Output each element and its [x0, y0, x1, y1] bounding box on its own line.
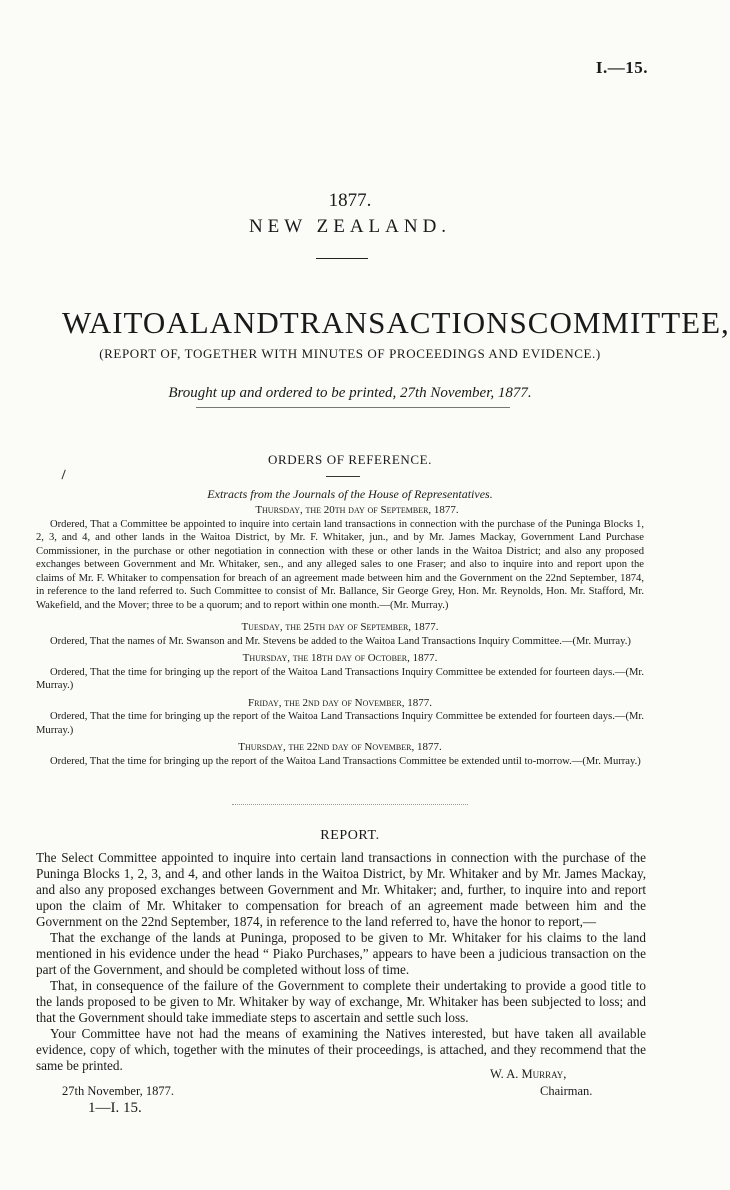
order-date: Tuesday, the 25th day of September, 1877.: [241, 621, 439, 633]
title-word: TRANSACTIONS: [279, 305, 528, 340]
order-text: Ordered, That the time for bringing up the report of the Waitoa Land Transactions Inquiry Committee be extended for fourteen days.—(Mr. Murray.): [36, 711, 644, 736]
subtitle: (REPORT OF, TOGETHER WITH MINUTES OF PROCEEDINGS AND EVIDENCE.): [99, 346, 601, 361]
country-heading: NEW ZEALAND.: [248, 216, 452, 237]
divider-rule: [326, 476, 360, 477]
signatory-role: Chairman.: [540, 1084, 593, 1098]
order-date: Friday, the 2nd day of November, 1877.: [248, 696, 432, 709]
orders-heading: ORDERS OF REFERENCE.: [267, 452, 433, 467]
extracts-line: Extracts from the Journals of the House of Representatives.: [207, 487, 493, 501]
order-date: Thursday, the 20th day of September, 1877.: [255, 504, 459, 516]
orders-of-reference: [36, 504, 644, 772]
main-title: [62, 305, 730, 341]
order-date: Thursday, the 22nd day of November, 1877.: [238, 741, 442, 753]
report-paragraph: Your Committee have not had the means of examining the Natives interested, but have taken all available evidence, copy of which, together with the minutes of their proceedings, is attached, and they recommend that the same be printed.: [36, 1026, 646, 1073]
order-date: Thursday, the 18th day of October, 1877.: [242, 652, 438, 664]
report-body: [36, 850, 646, 1074]
report-paragraph: That the exchange of the lands at Puninga, proposed to be given to Mr. Whitaker for his claims to the land mentioned in his evidence under the head “ Piako Purchases,” appears to have been a judicious transaction on the part of the Government, and should be completed without loss of time.: [36, 930, 646, 977]
title-word: LAND: [189, 305, 280, 340]
report-heading: REPORT.: [320, 828, 380, 843]
divider-rule: [232, 804, 468, 805]
page-identifier: I.—15.: [595, 58, 648, 77]
signatory-name: W. A. Murray,: [490, 1067, 567, 1081]
order-text: Ordered, That the names of Mr. Swanson and Mr. Stevens be added to the Waitoa Land Transactions Inquiry Committee.—(Mr. Murray.): [50, 635, 631, 647]
order-text: Ordered, That a Committee be appointed to inquire into certain land transactions in connection with the purchase of the Puninga Blocks 1, 2, 3, and 4, and other lands in the Waitoa District, by Mr. F. Whitaker, jun., and by Mr. James Mackay, Government Land Purchase Commissioner, in the purchase or other negotiation in connection with these or other lands in the Waitoa District; and also any proposed exchanges between Government and Mr. Whitaker, sen., and any alleged sales to one Fraser; and also to inquire into and report upon the claims of Mr. F. Whitaker to compensation for breach of an agreement made between him and the Government on the 22nd September, 1874, in reference to the land referred to. Such Committee to consist of Mr. Ballance, Sir George Grey, Hon. Mr. Reynolds, Hon. Mr. Stafford, Mr. Wakefield, and the Mover; three to be a quorum; and to report within one month.—(Mr. Murray.): [36, 518, 644, 611]
report-paragraph: That, in consequence of the failure of the Government to complete their undertaking to provide a good title to the lands proposed to be given to Mr. Whitaker by way of exchange, Mr. Whitaker has been subjected to loss; and that the Government should take immediate steps to ascertain and settle such loss.: [36, 978, 646, 1025]
report-paragraph: The Select Committee appointed to inquire into certain land transactions in connection with the purchase of the Puninga Blocks 1, 2, 3, and 4, and other lands in the Waitoa District, by Mr. Whitaker and by Mr. James Mackay, and also any proposed exchanges between Government and Mr. Whitaker; and, further, to inquire into and report upon the claim of Mr. Whitaker to compensation for breach of an agreement made between him and the Government on the 22nd September, 1874, in reference to the land referred to, have the honor to report,—: [36, 850, 646, 929]
footer-identifier: 1—I. 15.: [88, 1100, 142, 1116]
divider-rule: [316, 258, 368, 259]
brought-up-line: Brought up and ordered to be printed, 27th November, 1877.: [168, 385, 532, 401]
order-text: Ordered, That the time for bringing up the report of the Waitoa Land Transactions Committee be extended until to-morrow.—(Mr. Murray.): [50, 755, 641, 767]
title-word: WAITOA: [62, 305, 190, 340]
document-year: 1877.: [328, 190, 372, 211]
order-text: Ordered, That the time for bringing up the report of the Waitoa Land Transactions Inquiry Committee be extended for fourteen days.—(Mr. Murray.): [36, 666, 644, 691]
report-date: 27th November, 1877.: [62, 1084, 174, 1098]
stray-mark: [61, 470, 68, 481]
divider-rule: [196, 407, 510, 408]
title-word: COMMITTEE,: [527, 305, 730, 340]
